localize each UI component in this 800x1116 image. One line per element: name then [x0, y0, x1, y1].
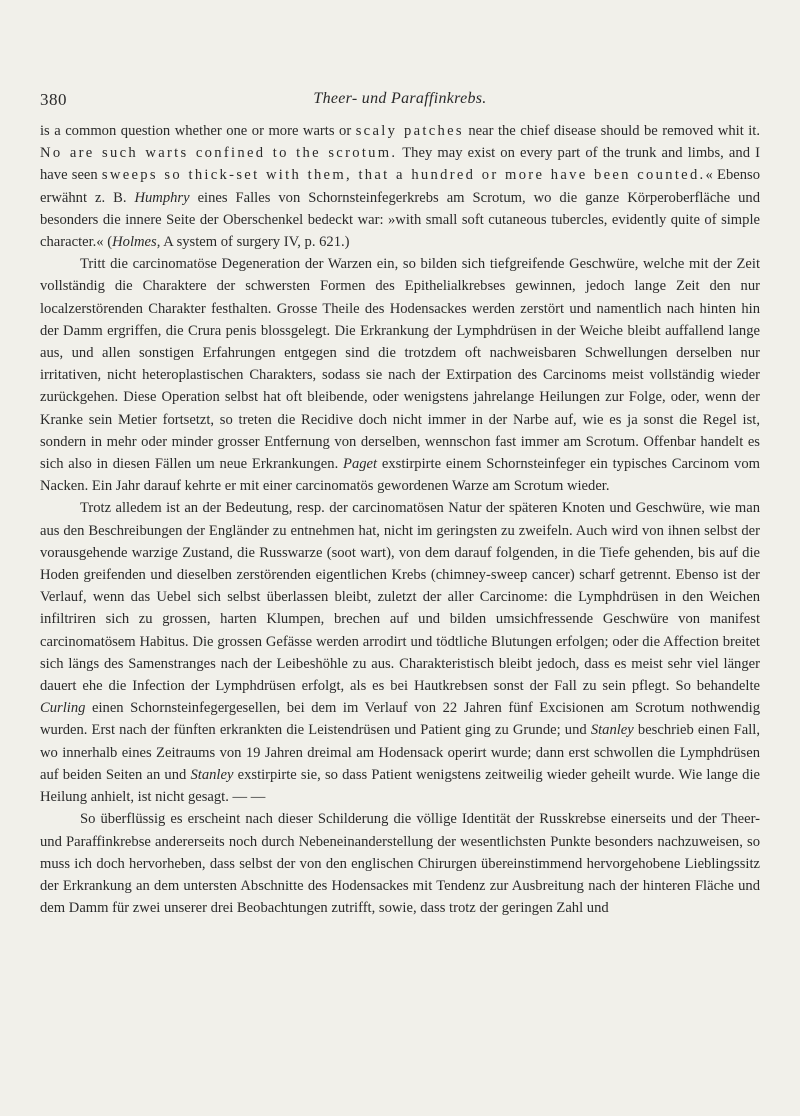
- spaced-emphasis: sweeps so thick-set with them, that a hundred or more have been counted.: [101, 167, 706, 184]
- text-run: « Ebenso erwähnt z. B.: [40, 167, 760, 206]
- text-run: is a common question whether one or more warts or: [40, 123, 356, 139]
- text-run: Trotz alledem ist an der Bedeutung, resp. der carcinomatösen Natur der späteren Knoten und Geschwüre, wie man aus den Beschreibungen der Engländer zu entnehmen hat, nicht im geringsten zu zweifeln. Auch wird von ihnen selbst der vorausgehende warzige Zustand, die Russwarze (soot wart), von dem darauf folgenden, in die Tiefe gehenden, bis auf die Hoden greifenden und dieselben zerstörenden eigentlichen Krebs (chimney-sweep cancer) scharf getrennt. Ebenso ist der Verlauf, wenn das Uebel sich selbst überlassen bleibt, zuletzt der aller Carcinome: die Lymphdrüsen in den Weichen infiltriren sich zu grossen, harten Klumpen, brechen auf und bilden umsichfressende Geschwüre von manifest carcinomatösem Habitus. Die grossen Gefässe werden arrodirt und tödtliche Blutungen erfolgen; oder die Affection breitet sich längs des Samenstranges nach der Leibeshöhle zu aus. Charakteristisch bleibt jedoch, dass es meist sehr viel länger dauert ehe die Infection der Lymphdrüsen erfolgt, als es bei Hautkrebsen sonst der Fall zu sein pflegt. So behandelte: [40, 500, 760, 695]
- italic-reference: Humphry: [134, 189, 190, 206]
- body-text: [40, 120, 760, 919]
- page-header: [40, 90, 760, 114]
- text-run: near the chief disease should be removed whit it.: [463, 123, 761, 139]
- text-run: beschrieb einen Fall, wo innerhalb eines Zeitraums von 19 Jahren dreimal am Hodensack operirt wurde; dann erst schwollen die Lymphdrüsen auf beiden Seiten an und: [40, 722, 760, 783]
- paragraph-4: [40, 808, 760, 919]
- italic-reference: Paget: [343, 456, 378, 473]
- paragraph-1: [40, 120, 760, 253]
- text-run: eines Falles von Schornsteinfegerkrebs am Scrotum, wo die ganze Körperoberfläche und besonders die innere Seite der Oberschenkel bedeckt war: »with small soft cutaneous tubercles, evidently quite of simple character.« (: [40, 189, 760, 251]
- text-run: exstirpirte einem Schornsteinfeger ein typisches Carcinom vom Nacken. Ein Jahr darauf kehrte er mit einer carcinomatös gewordenen Warze am Scrotum wieder.: [40, 456, 760, 495]
- spaced-emphasis: scaly patches: [355, 123, 464, 139]
- running-title: Theer- und Paraffinkrebs.: [313, 90, 487, 107]
- paragraph-3: [40, 497, 760, 808]
- paragraph-2: [40, 253, 760, 497]
- text-run: So überflüssig es erscheint nach dieser Schilderung die völlige Identität der Russkrebse einerseits und der Theer- und Paraffinkrebse andererseits noch durch Nebeneinanderstellung der wesentlichsten Punkte besonders nachzuweisen, so muss ich doch hervorheben, dass selbst der von den englischen Chirurgen übereinstimmend hervorgehobene Lieblingssitz der Erkrankung an dem untersten Abschnitte des Hodensackes mit Tendenz zur Ausbreitung nach der hinteren Fläche und dem Damm für zwei unserer drei Beobachtungen zutrifft, sowie, dass trotz der geringen Zahl und: [40, 811, 760, 917]
- italic-reference: Stanley: [590, 722, 634, 739]
- text-run: exstirpirte sie, so dass Patient wenigstens zeitweilig wieder geheilt wurde. Wie lange die Heilung anhielt, ist nicht gesagt. — —: [40, 766, 761, 806]
- italic-reference: Curling: [40, 700, 86, 717]
- page-number: 380: [40, 90, 67, 109]
- text-run: Tritt die carcinomatöse Degeneration der Warzen ein, so bilden sich tiefgreifende Geschwüre, welche mit der Zeit vollständig die Charaktere der schwersten Formen des Epithelialkrebses gewinnen, jedoch lange Zeit den nur localzerstörenden Charakter festhalten. Grosse Theile des Hodensackes werden zerstört und namentlich nach hinten hin der Damm ergriffen, die Crura penis blossgelegt. Die Erkrankung der Lymphdrüsen in der Weiche bleibt auffallend lange aus, und allen sonstigen Erfahrungen entgegen sind die trotzdem oft nachweisbaren Schwellungen derselben nur irritativen, nicht heteroplastischen Charakters, sodass sie nach der Extirpation des Carcinoms meist vollständig wieder zurückgehen. Diese Operation selbst hat oft bleibende, oder wenigstens jahrelange Heilungen zur Folge, oder, wenn der Kranke sein Metier fortsetzt, so treten die Recidive doch nicht immer in der Narbe auf, wie es ja sonst die Regel ist, sondern in mehr oder minder grosser Entfernung von derselben, wennschon fast immer am Scrotum. Offenbar handelt es sich also in diesen Fällen um neue Erkrankungen.: [40, 256, 760, 473]
- text-run: They may exist on every part of the trunk and limbs, and I have seen: [40, 145, 760, 184]
- spaced-emphasis: No are such warts confined to the scrotum.: [40, 145, 398, 162]
- italic-reference: Stanley: [190, 766, 234, 783]
- text-run: , A system of surgery IV, p. 621.): [156, 234, 350, 251]
- italic-reference: Holmes: [112, 234, 157, 251]
- text-run: einen Schornsteinfegergesellen, bei dem im Verlauf von 22 Jahren fünf Excisionen am Scrotum nothwendig wurden. Erst nach der fünften erkrankten die Leistendrüsen und Patient ging zu Grunde; und: [40, 700, 760, 739]
